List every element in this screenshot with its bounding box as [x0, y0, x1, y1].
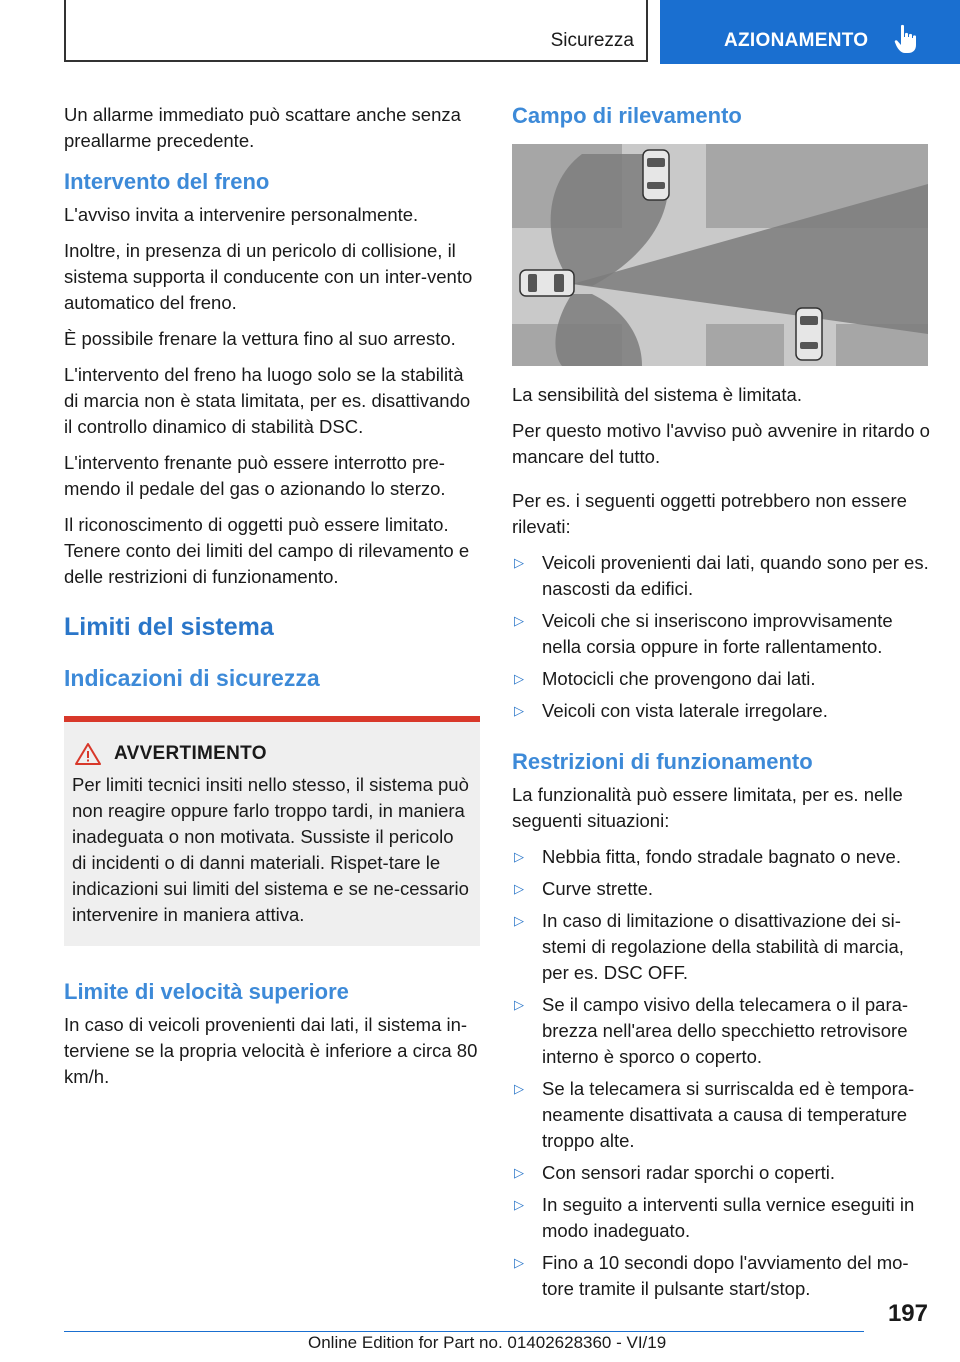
- list-item: ▷ In caso di limitazione o disattivazione dei si-stemi di regolazione della stabilità di marcia, per es. DSC OFF.: [514, 910, 904, 983]
- warning-triangle-icon: [74, 742, 102, 766]
- undetected-objects-list: [512, 550, 930, 724]
- heading-safety-notes: Indicazioni di sicurezza: [64, 665, 320, 691]
- list-item: ▷ Veicoli con vista laterale irregolare.: [512, 698, 930, 724]
- paragraph: La sensibilità del sistema è limitata.: [512, 384, 802, 405]
- paragraph: L'intervento frenante può essere interrotto pre-mendo il pedale del gas o azionando lo sterzo.: [64, 452, 446, 499]
- heading-system-limits: Limiti del sistema: [64, 613, 274, 641]
- triangle-bullet-icon: ▷: [514, 849, 524, 864]
- heading-brake-intervention: Intervento del freno: [64, 169, 270, 194]
- heading-detection-range: Campo di rilevamento: [512, 103, 742, 128]
- header-section-box: [64, 0, 648, 62]
- intro-paragraph: Un allarme immediato può scattare anche senza preallarme precedente.: [64, 104, 461, 151]
- triangle-bullet-icon: ▷: [514, 1081, 524, 1096]
- chapter-tab[interactable]: [660, 0, 960, 64]
- heading-function-restrictions: Restrizioni di funzionamento: [512, 749, 813, 774]
- list-item: ▷ Nebbia fitta, fondo stradale bagnato o neve.: [512, 844, 930, 870]
- triangle-bullet-icon: ▷: [514, 671, 524, 686]
- right-column: [512, 102, 930, 1314]
- list-item: ▷ Veicoli provenienti dai lati, quando sono per es. nascosti da edifici.: [514, 552, 929, 599]
- chapter-title: AZIONAMENTO: [724, 30, 869, 51]
- triangle-bullet-icon: ▷: [514, 1255, 524, 1270]
- list-item: ▷ Veicoli che si inseriscono improvvisamente nella corsia oppure in forte rallentamento.: [514, 610, 893, 657]
- car-top: [643, 150, 669, 200]
- paragraph: Per questo motivo l'avviso può avvenire in ritardo o mancare del tutto.: [512, 420, 930, 467]
- list-item: ▷ In seguito a interventi sulla vernice eseguiti in modo inadeguato.: [514, 1194, 915, 1241]
- triangle-bullet-icon: ▷: [514, 1197, 524, 1212]
- list-item: ▷ Fino a 10 secondi dopo l'avviamento del mo-tore tramite il pulsante start/stop.: [514, 1252, 909, 1299]
- car-bottom: [796, 308, 822, 360]
- triangle-bullet-icon: ▷: [514, 703, 524, 718]
- list-item: ▷ Motocicli che provengono dai lati.: [512, 666, 930, 692]
- triangle-bullet-icon: ▷: [514, 613, 524, 628]
- paragraph: La funzionalità può essere limitata, per es. nelle seguenti situazioni:: [512, 784, 903, 831]
- page-number: 197: [887, 1300, 928, 1327]
- list-item: ▷ Se il campo visivo della telecamera o il para-brezza nell'area dello specchietto retrovisore interno è sporco o coperto.: [514, 994, 909, 1067]
- heading-upper-speed-limit: Limite di velocità superiore: [64, 979, 349, 1004]
- paragraph: L'intervento del freno ha luogo solo se la stabilità di marcia non è stata limitata, per es. disattivando il controllo dinamico di stabilità DSC.: [64, 364, 471, 437]
- paragraph: È possibile frenare la vettura fino al suo arresto.: [64, 328, 456, 349]
- list-item: ▷ Curve strette.: [512, 876, 930, 902]
- paragraph: Il riconoscimento di oggetti può essere limitato. Tenere conto dei limiti del campo di rilevamento e delle restrizioni di funzionamento.: [64, 514, 470, 587]
- triangle-bullet-icon: ▷: [514, 913, 524, 928]
- footer-edition: Online Edition for Part no. 01402628360 - VI/19: [308, 1333, 667, 1352]
- footer-divider: [64, 1331, 864, 1332]
- paragraph: Inoltre, in presenza di un pericolo di collisione, il sistema supporta il conducente con un inter-vento automatico del freno.: [64, 240, 473, 313]
- triangle-bullet-icon: ▷: [514, 555, 524, 570]
- paragraph: L'avviso invita a intervenire personalmente.: [64, 204, 419, 225]
- section-title: Sicurezza: [550, 30, 634, 51]
- triangle-bullet-icon: ▷: [514, 1165, 524, 1180]
- detection-range-illustration: [512, 144, 928, 366]
- warning-text: Per limiti tecnici insiti nello stesso, il sistema può non reagire oppure farlo troppo tardi, in maniera inadeguata o non motivata. Sussiste il pericolo di incidenti o di danni materiali. Rispet-tare le indicazioni sui limiti del sistema e se ne-cessario intervenire in maniera attiva.: [72, 774, 469, 925]
- paragraph: In caso di veicoli provenienti dai lati, il sistema in-terviene se la propria velocità è inferiore a circa 80 km/h.: [64, 1014, 478, 1087]
- list-item: ▷ Se la telecamera si surriscalda ed è tempora-neamente disattivata a causa di temperature troppo alte.: [514, 1078, 915, 1151]
- triangle-bullet-icon: ▷: [514, 881, 524, 896]
- restrictions-list: [512, 844, 930, 1302]
- list-item: ▷ Con sensori radar sporchi o coperti.: [512, 1160, 930, 1186]
- left-column: [64, 102, 480, 1100]
- warning-box: [64, 716, 480, 946]
- triangle-bullet-icon: ▷: [514, 997, 524, 1012]
- car-left: [520, 270, 574, 296]
- hand-pointer-icon: [894, 24, 920, 54]
- paragraph: Per es. i seguenti oggetti potrebbero non essere rilevati:: [512, 490, 907, 537]
- warning-title: AVVERTIMENTO: [114, 743, 267, 764]
